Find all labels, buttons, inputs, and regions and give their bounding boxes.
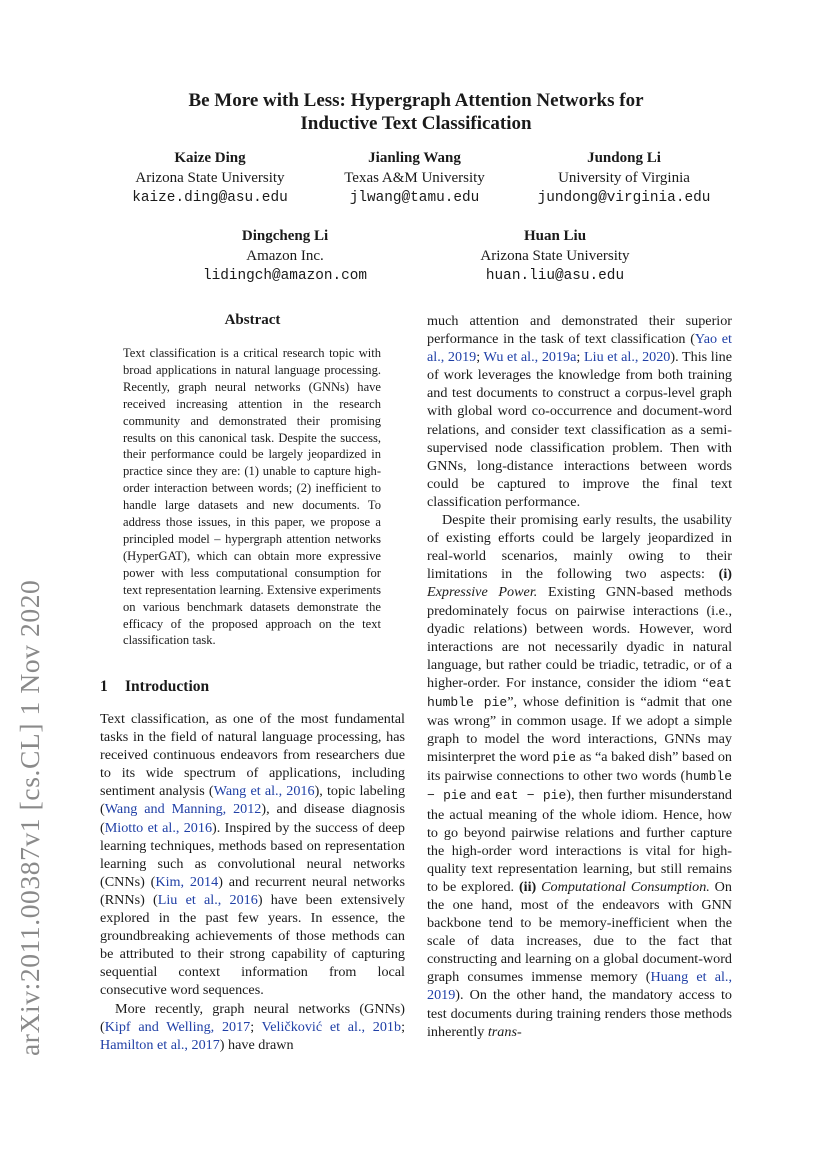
text-run: as “a baked dish” based on its pairwise connections to other two words ( bbox=[427, 749, 732, 785]
citation-link[interactable]: Wang and Manning, 2012 bbox=[104, 801, 262, 818]
title-line-2: Inductive Text Classification bbox=[300, 113, 532, 134]
citation-link[interactable]: Huang et al., 2019 bbox=[427, 969, 732, 1004]
text-run: ) and recurrent neural networks (RNNs) ( bbox=[100, 873, 405, 908]
intro-paragraph-4 bbox=[427, 511, 732, 1041]
text-run: ), and disease diagnosis ( bbox=[100, 801, 405, 836]
text-run: Existing GNN-based methods predominately focus on pairwise interactions (i.e., dyadic relations) between words. However, word interactions are not necessarily dyadic in natural language, but rather could be triadic, tetradic, or of a higher-order. For instance, consider the idiom “ bbox=[427, 584, 732, 691]
text-run: On the one hand, most of the endeavors with GNN backbone tend to be memory-inefficient when the scale of data increases, due to the fact that constructing and learning on a global document-word graph consumes immense memory ( bbox=[427, 878, 732, 986]
italic-term: Computational Consumption. bbox=[541, 878, 710, 895]
text-run: ; bbox=[401, 1018, 405, 1035]
intro-paragraph-1 bbox=[100, 710, 405, 1000]
author-email: huan.liu@asu.edu bbox=[485, 268, 625, 284]
bold-marker: (ii) bbox=[518, 878, 537, 895]
author-affiliation: Texas A&M University bbox=[344, 170, 485, 186]
citation-link[interactable]: Wang et al., 2016 bbox=[213, 783, 315, 800]
text-run: ). This line of work leverages the knowledge from both training and test documents to construct a corpus-level graph with global word co-occurrence and document-word relations, and consider text classification as a semi-supervised node classification problem. Then with GNNs, long-distance interactions between words could be captured to improve the final text classification performance. bbox=[427, 349, 732, 510]
author-email: lidingch@amazon.com bbox=[202, 268, 368, 284]
author-affiliation: Amazon Inc. bbox=[246, 248, 324, 264]
citation-link[interactable]: Miotto et al., 2016 bbox=[104, 819, 213, 836]
author-email: jlwang@tamu.edu bbox=[349, 190, 480, 206]
text-run: ; bbox=[250, 1018, 262, 1035]
author-affiliation: University of Virginia bbox=[558, 170, 690, 186]
text-run: ), topic labeling ( bbox=[100, 783, 406, 818]
paper-title bbox=[100, 89, 732, 135]
code-span: eat humble pie bbox=[427, 675, 732, 710]
code-span: humble − pie bbox=[427, 769, 732, 804]
author-email: kaize.ding@asu.edu bbox=[132, 190, 288, 206]
text-run: and bbox=[466, 787, 496, 804]
abstract-heading: Abstract bbox=[224, 312, 281, 328]
author-name: Dingcheng Li bbox=[241, 228, 329, 244]
author-email: jundong@virginia.edu bbox=[537, 190, 711, 206]
section-number: 1 bbox=[100, 678, 108, 695]
citation-link[interactable]: Veličković et al., 201b bbox=[261, 1018, 402, 1035]
citation-link[interactable]: Yao et al., 2019 bbox=[427, 331, 732, 366]
author-affiliation: Arizona State University bbox=[480, 248, 630, 264]
author-name: Jundong Li bbox=[587, 150, 661, 166]
section-heading bbox=[100, 677, 405, 696]
citation-link[interactable]: Liu et al., 2020 bbox=[584, 349, 671, 366]
text-run: ) have drawn bbox=[219, 1036, 294, 1053]
author-name: Jianling Wang bbox=[368, 150, 461, 166]
section-title: Introduction bbox=[125, 678, 210, 695]
author-block bbox=[170, 226, 400, 286]
title-line-1: Be More with Less: Hypergraph Attention Networks for bbox=[188, 90, 644, 111]
author-block bbox=[105, 148, 315, 208]
citation-link[interactable]: Wu et al., 2019a bbox=[483, 349, 577, 366]
text-run: ; bbox=[576, 349, 584, 366]
code-span: eat − pie bbox=[495, 788, 567, 804]
author-affiliation: Arizona State University bbox=[135, 170, 285, 186]
author-block bbox=[312, 148, 517, 208]
text-run: ”, whose definition is “admit that one was wrong” in common usage. If we adopt a simple graph to model the word interactions, GNNs may misinterpret the word bbox=[427, 693, 732, 766]
citation-link[interactable]: Hamilton et al., 2017 bbox=[100, 1036, 220, 1053]
author-block bbox=[515, 148, 733, 208]
intro-paragraph-2 bbox=[100, 1000, 405, 1054]
text-run: More recently, graph neural networks (GNNs) ( bbox=[100, 1000, 405, 1035]
left-column bbox=[100, 710, 405, 1054]
abstract-text: Text classification is a critical research topic with broad applications in natural language processing. Recently, graph neural networks (GNNs) have received increasing attention in the research community and demonstrated their promising results on this canonical task. Despite the success, their performance could be largely jeopardized in practice since they are: (1) unable to capture high-order interaction between words; (2) inefficient to handle large datasets and new documents. To address those issues, in this paper, we propose a principled model – hypergraph attention networks (HyperGAT), which can obtain more expressive power with less computational consumption for text representation learning. Extensive experiments on various benchmark datasets demonstrate the efficacy of the proposed approach on the text classification task. bbox=[123, 346, 381, 648]
text-run: ). On the other hand, the mandatory access to test documents during training renders those methods inherently bbox=[427, 987, 732, 1040]
author-block bbox=[440, 226, 670, 286]
arxiv-identifier: arXiv:2011.00387v1 [cs.CL] 1 Nov 2020 bbox=[14, 579, 45, 1056]
bold-marker: (i) bbox=[718, 566, 732, 583]
right-column bbox=[427, 312, 732, 1041]
italic-term: Expressive Power. bbox=[427, 584, 538, 601]
text-run: ; bbox=[476, 349, 484, 366]
citation-link[interactable]: Kipf and Welling, 2017 bbox=[104, 1018, 251, 1035]
text-run: ). Inspired by the success of deep learning techniques, methods based on representation learning such as convolutional neural networks (CNNs) ( bbox=[100, 819, 405, 890]
intro-paragraph-3 bbox=[427, 312, 732, 511]
code-span: pie bbox=[552, 750, 576, 766]
text-run: much attention and demonstrated their superior performance in the task of text classification ( bbox=[427, 313, 732, 348]
text-run: Despite their promising early results, the usability of existing efforts could be largely jeopardized in real-world scenarios, mainly owing to their limitations in the following two aspects: bbox=[427, 512, 732, 583]
text-run: Text classification, as one of the most fundamental tasks in the field of natural language processing, has received continuous endeavors from researchers due to its wide spectrum of applications, including sentiment analysis ( bbox=[100, 711, 405, 800]
text-run: ) have been extensively explored in the past few years. In essence, the groundbreaking achievements of those methods can be attributed to their strong capability of capturing sequential context information from local consecutive word sequences. bbox=[100, 891, 405, 999]
author-name: Huan Liu bbox=[523, 228, 587, 244]
text-run: ), then further misunderstand the actual meaning of the whole idiom. Hence, how to go beyond pairwise relations and further capture the high-order word interactions is vital for high-quality text representation learning, but still remains to be explored. bbox=[427, 787, 732, 895]
italic-term: trans- bbox=[487, 1023, 522, 1040]
citation-link[interactable]: Kim, 2014 bbox=[155, 873, 219, 890]
citation-link[interactable]: Liu et al., 2016 bbox=[157, 891, 258, 908]
author-name: Kaize Ding bbox=[174, 150, 246, 166]
